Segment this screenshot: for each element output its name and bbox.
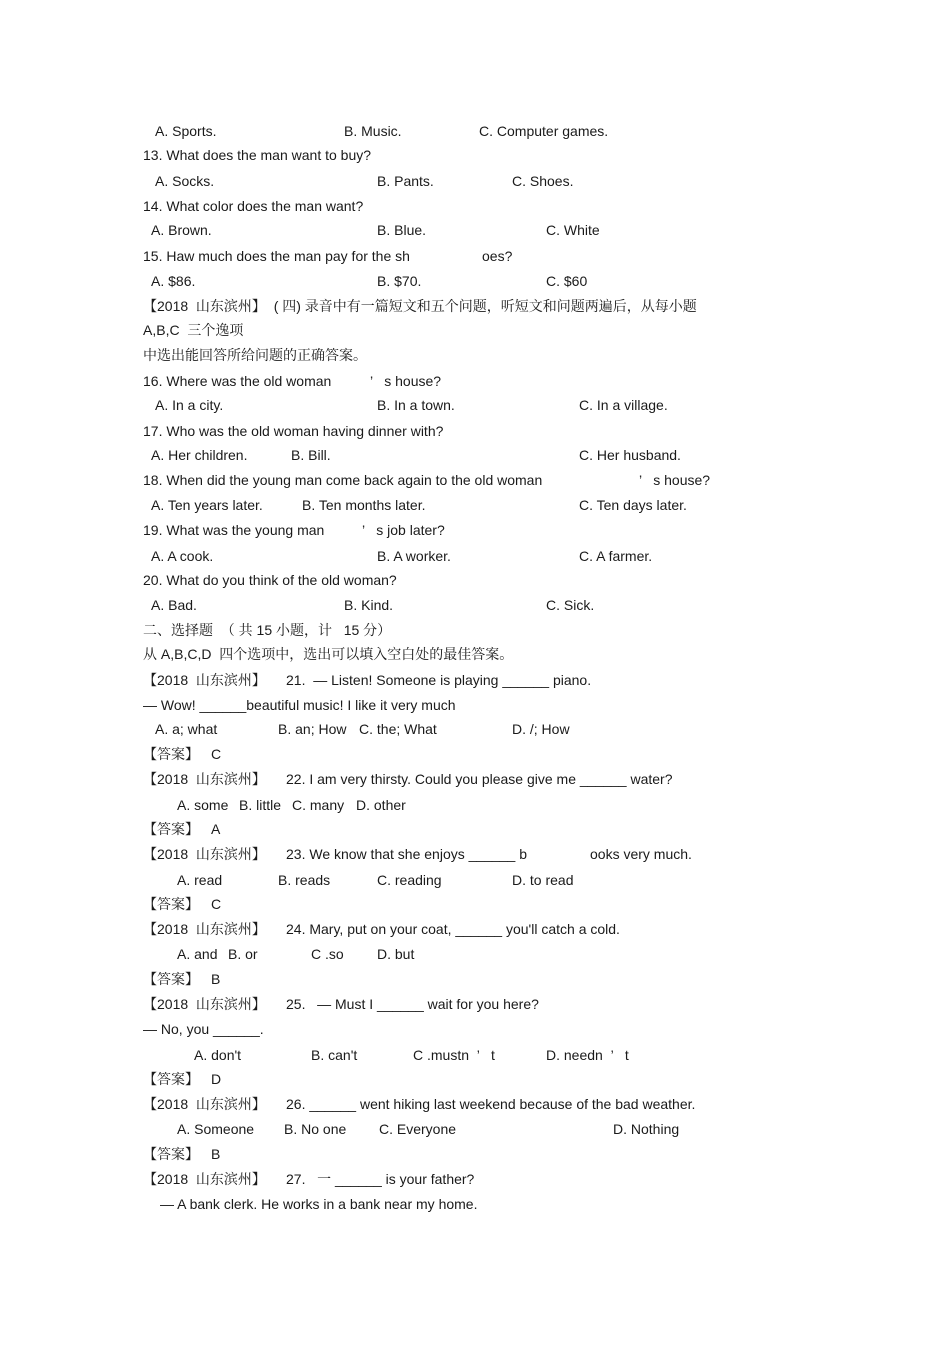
q16-option-b: B. In a town. bbox=[377, 397, 455, 413]
q13-question: 13. What does the man want to buy? bbox=[143, 147, 372, 163]
q23-option-c: C. reading bbox=[377, 872, 442, 888]
q18-option-a: A. Ten years later. bbox=[151, 497, 263, 513]
q21-answer-label: 【答案】 bbox=[143, 746, 199, 762]
q19-question-part1: 19. What was the young man bbox=[143, 522, 325, 538]
section4-line3: 中选出能回答所给问题的正确答案。 bbox=[143, 347, 367, 363]
q25-answer-label: 【答案】 bbox=[143, 1071, 199, 1087]
q21-option-d: D. /; How bbox=[512, 721, 570, 737]
q22-answer: A bbox=[211, 821, 221, 837]
q25-stem: 25. — Must I ______ wait for you here? bbox=[286, 996, 539, 1012]
q24-answer-label: 【答案】 bbox=[143, 971, 199, 987]
q20-question: 20. What do you think of the old woman? bbox=[143, 572, 397, 588]
q16-option-a: A. In a city. bbox=[155, 397, 224, 413]
q21-option-b: B. an; How bbox=[278, 721, 347, 737]
q24-option-c: C .so bbox=[311, 946, 344, 962]
q22-option-b: B. little bbox=[239, 797, 282, 813]
q15-question-part2: oes? bbox=[482, 248, 513, 264]
q18-question-part2: ’ s house? bbox=[639, 472, 711, 488]
q13-option-c: C. Shoes. bbox=[512, 173, 574, 189]
q16-question-part1: 16. Where was the old woman bbox=[143, 373, 332, 389]
q19-option-c: C. A farmer. bbox=[579, 548, 653, 564]
q24-option-d: D. but bbox=[377, 946, 415, 962]
q25-option-b: B. can't bbox=[311, 1047, 358, 1063]
q15-option-b: B. $70. bbox=[377, 273, 422, 289]
q13-option-a: A. Socks. bbox=[155, 173, 215, 189]
q23-stem-part2: ooks very much. bbox=[590, 846, 692, 862]
q21-option-c: C. the; What bbox=[359, 721, 437, 737]
q19-question-part2: ’ s job later? bbox=[362, 522, 445, 538]
q17-option-a: A. Her children. bbox=[151, 447, 248, 463]
q25-option-c: C .mustn ’ t bbox=[413, 1047, 495, 1063]
q24-option-a: A. and bbox=[177, 946, 218, 962]
q23-answer: C bbox=[211, 896, 222, 912]
q14-option-c: C. White bbox=[546, 222, 600, 238]
q16-option-c: C. In a village. bbox=[579, 397, 668, 413]
q25-answer: D bbox=[211, 1071, 222, 1087]
q26-answer-label: 【答案】 bbox=[143, 1146, 199, 1162]
section4-heading: 【2018 山东滨州】 ( 四) 录音中有一篇短文和五个问题，听短文和问题两遍后，从每小题 bbox=[143, 298, 697, 314]
q23-source: 【2018 山东滨州】 bbox=[143, 846, 266, 862]
q19-option-a: A. A cook. bbox=[151, 548, 214, 564]
q15-question-part1: 15. Haw much does the man pay for the sh bbox=[143, 248, 410, 264]
q27-source: 【2018 山东滨州】 bbox=[143, 1171, 266, 1187]
q15-option-c: C. $60 bbox=[546, 273, 588, 289]
q21-answer: C bbox=[211, 746, 222, 762]
q24-stem: 24. Mary, put on your coat, ______ you'll catch a cold. bbox=[286, 921, 620, 937]
q14-question: 14. What color does the man want? bbox=[143, 198, 364, 214]
q13-option-b: B. Pants. bbox=[377, 173, 434, 189]
q26-answer: B bbox=[211, 1146, 221, 1162]
q26-option-d: D. Nothing bbox=[613, 1121, 680, 1137]
q27-stem: 27. 一 ______ is your father? bbox=[286, 1171, 475, 1187]
q24-source: 【2018 山东滨州】 bbox=[143, 921, 266, 937]
q20-option-b: B. Kind. bbox=[344, 597, 394, 613]
q21-option-a: A. a; what bbox=[155, 721, 218, 737]
q23-option-a: A. read bbox=[177, 872, 223, 888]
q25-source: 【2018 山东滨州】 bbox=[143, 996, 266, 1012]
q25-line2: — No, you ______. bbox=[143, 1021, 264, 1037]
q22-source: 【2018 山东滨州】 bbox=[143, 771, 266, 787]
q26-stem: 26. ______ went hiking last weekend because of the bad weather. bbox=[286, 1096, 696, 1112]
q21-stem: 21. — Listen! Someone is playing ______ piano. bbox=[286, 672, 592, 688]
q22-option-a: A. some bbox=[177, 797, 229, 813]
q23-option-d: D. to read bbox=[512, 872, 574, 888]
q26-source: 【2018 山东滨州】 bbox=[143, 1096, 266, 1112]
section4-line2: A,B,C 三个逸项 bbox=[143, 322, 244, 338]
q22-option-c: C. many bbox=[292, 797, 345, 813]
q21-source: 【2018 山东滨州】 bbox=[143, 672, 266, 688]
q24-answer: B bbox=[211, 971, 221, 987]
q12-option-c: C. Computer games. bbox=[479, 123, 609, 139]
q23-option-b: B. reads bbox=[278, 872, 331, 888]
q25-option-d: D. needn ’ t bbox=[546, 1047, 629, 1063]
q19-option-b: B. A worker. bbox=[377, 548, 451, 564]
q17-option-c: C. Her husband. bbox=[579, 447, 681, 463]
q17-option-b: B. Bill. bbox=[291, 447, 331, 463]
q14-option-a: A. Brown. bbox=[151, 222, 212, 238]
q14-option-b: B. Blue. bbox=[377, 222, 427, 238]
q21-line2: — Wow! ______beautiful music! I like it very much bbox=[143, 697, 456, 713]
q12-option-b: B. Music. bbox=[344, 123, 402, 139]
q22-stem: 22. I am very thirsty. Could you please give me ______ water? bbox=[286, 771, 673, 787]
q25-option-a: A. don't bbox=[194, 1047, 242, 1063]
q23-answer-label: 【答案】 bbox=[143, 896, 199, 912]
q12-option-a: A. Sports. bbox=[155, 123, 217, 139]
q18-option-b: B. Ten months later. bbox=[302, 497, 426, 513]
q27-line2: — A bank clerk. He works in a bank near my home. bbox=[160, 1196, 478, 1212]
q20-option-c: C. Sick. bbox=[546, 597, 595, 613]
q26-option-c: C. Everyone bbox=[379, 1121, 457, 1137]
q26-option-b: B. No one bbox=[284, 1121, 347, 1137]
q26-option-a: A. Someone bbox=[177, 1121, 255, 1137]
q24-option-b: B. or bbox=[228, 946, 258, 962]
q22-answer-label: 【答案】 bbox=[143, 821, 199, 837]
q20-option-a: A. Bad. bbox=[151, 597, 197, 613]
q18-option-c: C. Ten days later. bbox=[579, 497, 687, 513]
part2-heading: 二、选择题 （ 共 15 小题，计 15 分） bbox=[143, 622, 392, 638]
part2-instruction: 从 A,B,C,D 四个选项中，选出可以填入空白处的最佳答案。 bbox=[143, 646, 514, 662]
q22-option-d: D. other bbox=[356, 797, 406, 813]
q15-option-a: A. $86. bbox=[151, 273, 196, 289]
q16-question-part2: ’ s house? bbox=[370, 373, 442, 389]
q18-question-part1: 18. When did the young man come back again to the old woman bbox=[143, 472, 543, 488]
q17-question: 17. Who was the old woman having dinner with? bbox=[143, 423, 444, 439]
q23-stem-part1: 23. We know that she enjoys ______ b bbox=[286, 846, 528, 862]
